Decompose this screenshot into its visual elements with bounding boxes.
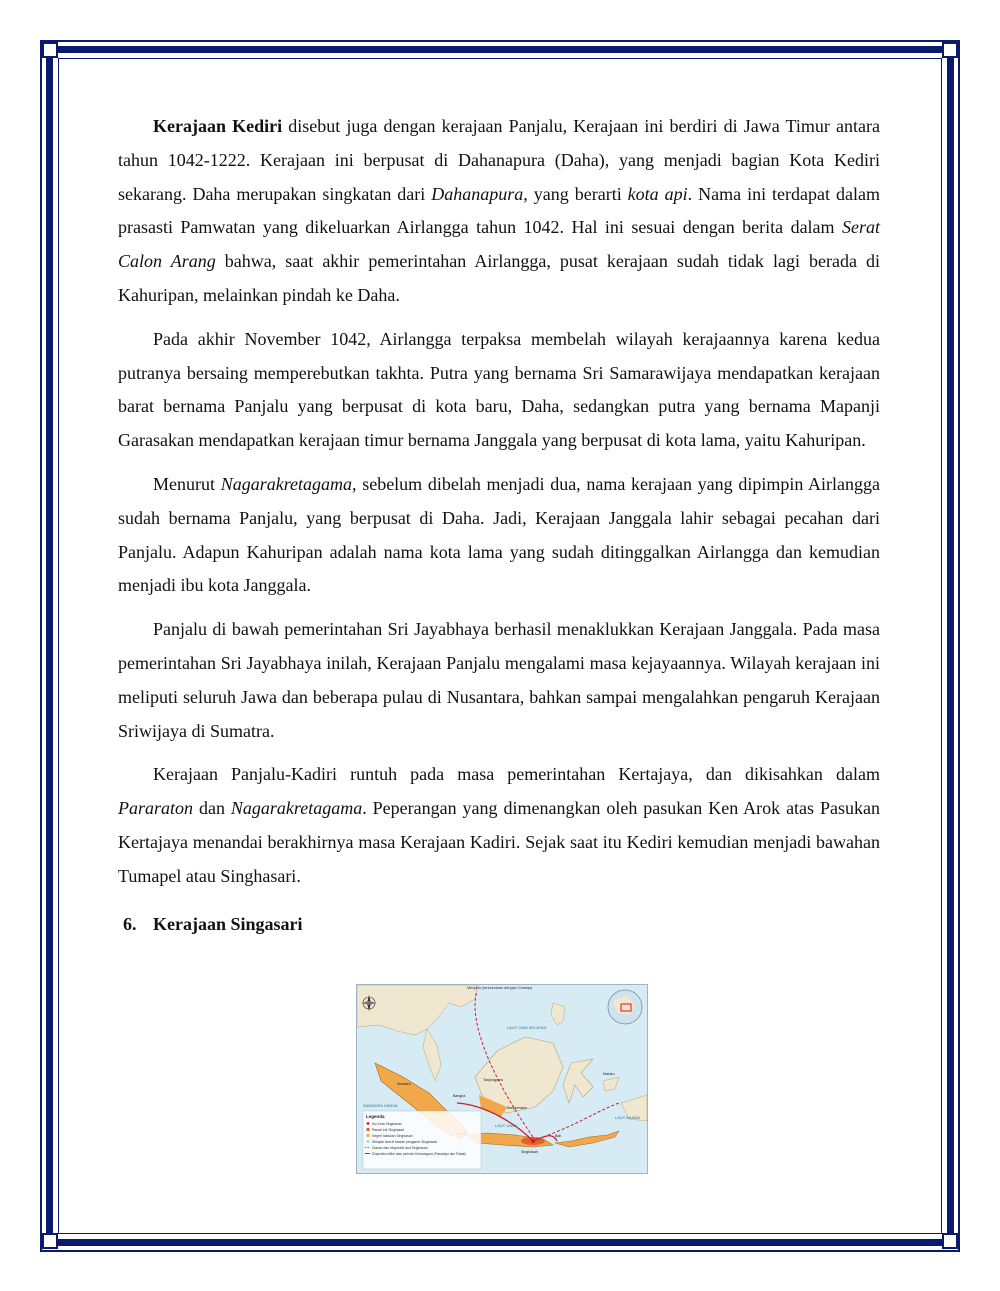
map-capital-marker — [531, 1139, 535, 1143]
border-corner-bl — [42, 1233, 58, 1249]
document-body — [118, 110, 880, 938]
map-place-4: Singhasari — [521, 1150, 538, 1154]
singasari-map — [356, 984, 648, 1174]
paragraph-run: , sebelum dibelah menjadi dua, nama kerajaan yang dipimpin Airlangga sudah bernama Panjalu, yang berpusat di Daha. Jadi, Kerajaan Janggala lahir sebagai pecahan dari Panjalu. Adapun Kahuripan adalah nama kota lama yang sudah ditinggalkan Airlangga dan kemudian menjadi ibu kota Janggala. — [118, 473, 881, 596]
paragraph-run: dan — [193, 798, 231, 819]
singasari-map-svg — [357, 985, 647, 1173]
map-label-sea-north: LAUT CINA SELATAN — [507, 1025, 547, 1030]
paragraph-run: , yang berarti — [523, 183, 628, 204]
map-legend-item-3: Negeri taklukan Singhasari — [372, 1134, 413, 1138]
map-legend-item-2: Ranah inti Singhasari — [372, 1128, 405, 1132]
map-label-sea-java: LAUT JAWA — [495, 1123, 518, 1128]
paragraph-run: bahwa, saat akhir pemerintahan Airlangga, pusat kerajaan sudah tidak lagi berada di Kahuripan, melainkan pindah ke Daha. — [118, 251, 880, 305]
map-place-5: Bali — [555, 1134, 561, 1138]
paragraph-kadiri-fall — [118, 758, 880, 893]
paragraph-run: disebut juga dengan kerajaan Panjalu, Kerajaan ini berdiri di Jawa Timur antara tahun 1042-1222. Kerajaan ini berpusat di Dahanapura (Daha), yang menjadi bagian Kota Kediri sekarang. Daha merupakan singkatan dari — [118, 116, 880, 204]
paragraph-nagarakretagama — [118, 468, 880, 603]
paragraph-run: Serat Calon Arang — [118, 217, 880, 272]
map-place-6: Tanjungpura — [483, 1078, 503, 1082]
paragraph-jayabhaya — [118, 613, 880, 748]
border-corner-tr — [942, 42, 958, 58]
map-legend-item-5: Ulasan dan ekspedisi laut Singhasari — [372, 1146, 428, 1150]
map-label-ocean: SAMUDRA HINDIA — [363, 1103, 398, 1108]
paragraph-run: Nagarakretagama — [220, 473, 353, 494]
map-legend-title: Legenda — [366, 1114, 385, 1119]
map-label-sea-east: LAUT BANDA — [615, 1115, 641, 1120]
paragraph-run: Dahanapura — [431, 183, 524, 204]
paragraph-run: Kerajaan Kediri — [153, 116, 283, 136]
map-legend-item-6: Ekspedisi militer atas perintah Kertanegara (Pamalayu dan Pabali) — [372, 1152, 466, 1156]
map-place-7: Maluku — [603, 1072, 615, 1076]
paragraph-run: Menurut — [153, 473, 221, 494]
paragraph-run: Kerajaan Panjalu-Kadiri runtuh pada masa pemerintahan Kertajaya, dan dikisahkan dalam — [153, 764, 880, 785]
paragraph-run: Panjalu di bawah pemerintahan Sri Jayabhaya berhasil menaklukkan Kerajaan Janggala. Pada masa pemerintahan Sri Jayabhaya inilah, Kerajaan Panjalu mengalami masa kejayaannya. Wilayah kerajaan ini meliputi seluruh Jawa dan beberapa pulau di Nusantara, bahkan sampai mengalahkan pengaruh Kerajaan Sriwijaya di Sumatra. — [118, 619, 880, 741]
paragraph-airlangga-division — [118, 323, 880, 458]
paragraph-kediri-intro — [118, 110, 880, 313]
paragraph-run: Pada akhir November 1042, Airlangga terpaksa membelah wilayah kerajaannya karena kedua putranya bersaing memperebutkan takhta. Putra yang bernama Sri Samarawijaya mendapatkan kerajaan barat bernama Panjalu yang berpusat di kota baru, Daha, sedangkan putra yang bernama Mapanji Garasakan mendapatkan kerajaan timur bernama Janggala yang berpusat di kota lama, yaitu Kahuripan. — [118, 328, 880, 451]
paragraph-run: . Peperangan yang dimenangkan oleh pasukan Ken Arok atas Pasukan Kertajaya menandai berakhirnya masa Kerajaan Kadiri. Sejak saat itu Kediri kemudian menjadi bawahan Tumapel atau Singhasari. — [118, 798, 880, 886]
map-inset-globe — [608, 990, 642, 1024]
map-place-1: Sumatra — [397, 1082, 411, 1086]
border-corner-br — [942, 1233, 958, 1249]
border-corner-tl — [42, 42, 58, 58]
map-legend — [363, 1111, 481, 1169]
paragraph-run: . Nama ini terdapat dalam prasasti Pamwatan yang dikeluarkan Airlangga tahun 1042. Hal ini sesuai dengan berita dalam — [118, 183, 880, 238]
paragraph-run: Pararaton — [118, 798, 194, 819]
map-place-8: Banjarmasin — [507, 1106, 527, 1110]
map-legend-item-4: Wilayah laut di bawah pengaruh Singhasari — [372, 1140, 438, 1144]
map-annotation-champa: Menjalin persekutuan dengan Champa — [467, 986, 533, 990]
map-legend-item-1: Ibu Kota Singhasari — [372, 1122, 402, 1126]
section-number: 6. — [123, 913, 137, 934]
section-title: Kerajaan Singasari — [153, 913, 303, 934]
map-place-2: Bangka — [453, 1094, 466, 1098]
paragraph-run: Nagarakretagama — [230, 798, 363, 819]
paragraph-run: kota api — [627, 183, 688, 204]
section-heading — [123, 910, 880, 938]
